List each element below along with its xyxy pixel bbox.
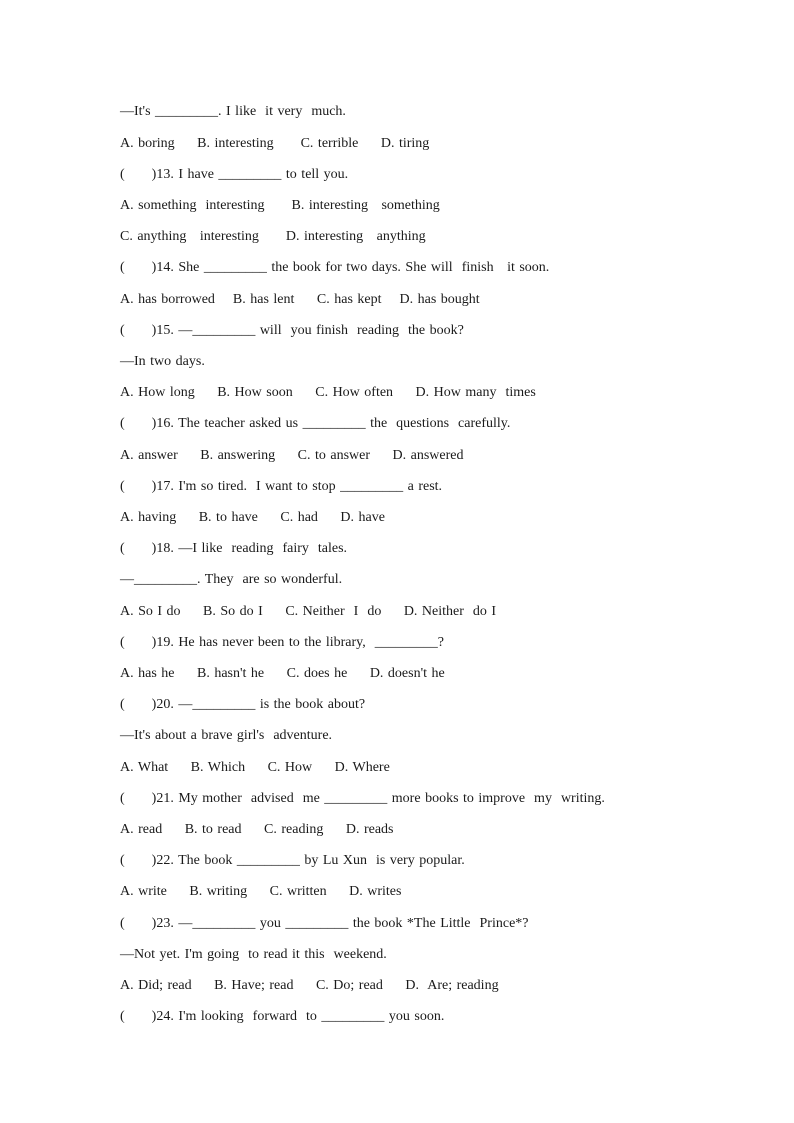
question-20-stem: ( )20. —_________ is the book about? (120, 697, 366, 712)
question-17-stem: ( )17. I'm so tired. I want to stop _________ a rest. (120, 479, 443, 494)
question-18-stem: ( )18. —I like reading fairy tales. (120, 541, 348, 556)
question-18-options: A. So I do B. So do I C. Neither I do D. Neither do I (120, 604, 497, 619)
question-22-options: A. write B. writing C. written D. writes (120, 884, 402, 899)
question-22-stem: ( )22. The book _________ by Lu Xun is very popular. (120, 853, 465, 868)
question-13-stem: ( )13. I have _________ to tell you. (120, 167, 349, 182)
question-18-response-line: —_________. They are so wonderful. (120, 572, 343, 587)
question-21-options: A. read B. to read C. reading D. reads (120, 822, 394, 837)
question-19-stem: ( )19. He has never been to the library, _________? (120, 635, 444, 650)
question-13-options-cd: C. anything interesting D. interesting anything (120, 229, 426, 244)
question-20-options: A. What B. Which C. How D. Where (120, 760, 390, 775)
question-16-stem: ( )16. The teacher asked us _________ the questions carefully. (120, 416, 511, 431)
question-23-options: A. Did; read B. Have; read C. Do; read D. Are; reading (120, 978, 499, 993)
question-23-stem: ( )23. —_________ you _________ the book *The Little Prince*? (120, 916, 529, 931)
question-17-options: A. having B. to have C. had D. have (120, 510, 385, 525)
question-19-options: A. has he B. hasn't he C. does he D. doesn't he (120, 666, 445, 681)
question-14-options: A. has borrowed B. has lent C. has kept D. has bought (120, 292, 480, 307)
question-16-options: A. answer B. answering C. to answer D. answered (120, 448, 464, 463)
question-12-options: A. boring B. interesting C. terrible D. tiring (120, 136, 430, 151)
question-15-options: A. How long B. How soon C. How often D. How many times (120, 385, 536, 400)
question-13-options-ab: A. something interesting B. interesting something (120, 198, 440, 213)
question-24-stem: ( )24. I'm looking forward to _________ you soon. (120, 1009, 445, 1024)
question-14-stem: ( )14. She _________ the book for two days. She will finish it soon. (120, 260, 550, 275)
question-12-response-line: —It's _________. I like it very much. (120, 104, 346, 119)
question-20-response-line: —It's about a brave girl's adventure. (120, 728, 333, 743)
question-15-stem: ( )15. —_________ will you finish reading the book? (120, 323, 464, 338)
question-21-stem: ( )21. My mother advised me _________ more books to improve my writing. (120, 791, 605, 806)
question-23-response-line: —Not yet. I'm going to read it this weekend. (120, 947, 387, 962)
question-15-response-line: —In two days. (120, 354, 205, 369)
